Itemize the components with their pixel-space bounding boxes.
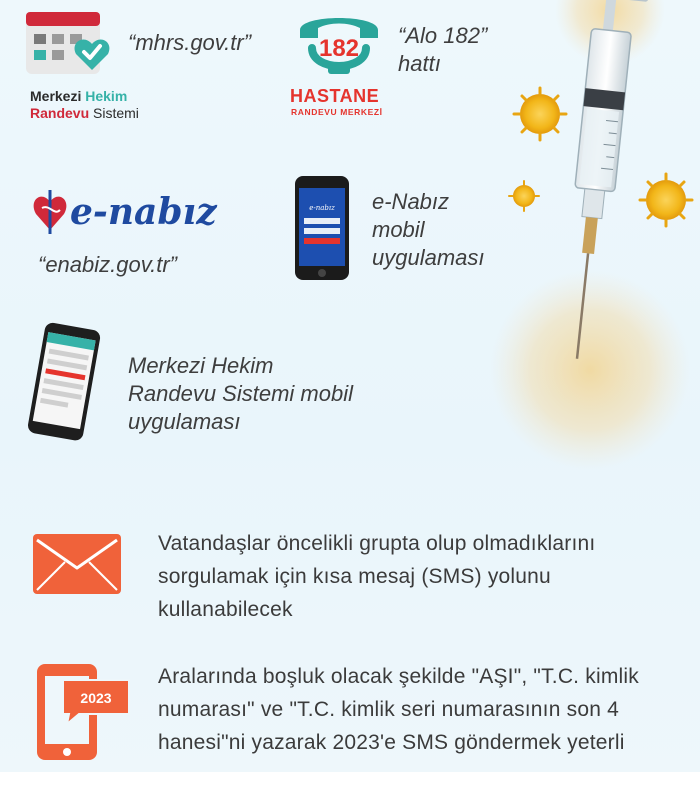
mhrs-mobile-label [128, 352, 353, 436]
sms-instruction-line3: hanesi"ni yazarak 2023'e SMS göndermek yeterli [158, 731, 625, 754]
enabiz-mobile-phone-icon [295, 176, 349, 280]
mhrs-logo-word-merkezi: Merkezi [30, 88, 82, 104]
sms-info-line1: Vatandaşlar öncelikli grupta olup olmadıklarını [158, 532, 596, 555]
sms-instruction-line1: Aralarında boşluk olacak şekilde "AŞI", "T.C. kimlik [158, 665, 639, 688]
sms-instruction-text [158, 660, 698, 759]
syringe-virus-illustration [480, 0, 700, 480]
alo-logo-subtitle: RANDEVU MERKEZİ [291, 107, 383, 117]
enabiz-mobile-line1: e-Nabız [372, 189, 450, 214]
sms-instruction-line2: numarası" ve "T.C. kimlik seri numarasının son 4 [158, 698, 619, 721]
virus-icon [640, 174, 692, 226]
enabiz-url-label: “enabiz.gov.tr” [38, 252, 177, 277]
enabiz-mobile-label [372, 188, 485, 272]
alo-logo-number: 182 [318, 35, 360, 62]
mhrs-mobile-line1: Merkezi Hekim [128, 353, 274, 378]
mhrs-mobile-phone-icon [26, 322, 106, 442]
virus-icon [514, 88, 566, 140]
sms-info-line3: kullanabilecek [158, 598, 293, 621]
mhrs-url-label: “mhrs.gov.tr” [128, 30, 252, 55]
virus-icon [509, 181, 539, 211]
mhrs-logo-text [30, 88, 139, 122]
alo-182-line1: “Alo 182” [398, 23, 488, 48]
enabiz-logo [32, 186, 237, 236]
enabiz-mobile-line2: mobil [372, 217, 425, 242]
mhrs-logo-word-sistemi: Sistemi [93, 105, 139, 121]
sms-info-text [158, 527, 688, 626]
bottom-white-strip [0, 772, 700, 796]
sms-number-badge: 2023 [80, 690, 112, 706]
sms-info-line2: sorgulamak için kısa mesaj (SMS) yolunu [158, 565, 551, 588]
enabiz-logo-text: e-nabız [70, 191, 217, 233]
alo-182-label [398, 22, 487, 78]
enabiz-mobile-line3: uygulaması [372, 245, 485, 270]
mhrs-logo-word-hekim: Hekim [85, 88, 128, 104]
envelope-icon [33, 534, 121, 594]
phone-screen-logo: e-nabız [309, 204, 335, 212]
alo-182-phone-logo [292, 8, 386, 80]
alo-182-line2: hattı [398, 51, 441, 76]
mhrs-mobile-line3: uygulaması [128, 409, 241, 434]
mhrs-logo-word-randevu: Randevu [30, 105, 90, 121]
mhrs-mobile-line2: Randevu Sistemi mobil [128, 381, 353, 406]
sms-phone-icon [33, 662, 133, 762]
alo-logo-title: HASTANE [290, 86, 380, 106]
